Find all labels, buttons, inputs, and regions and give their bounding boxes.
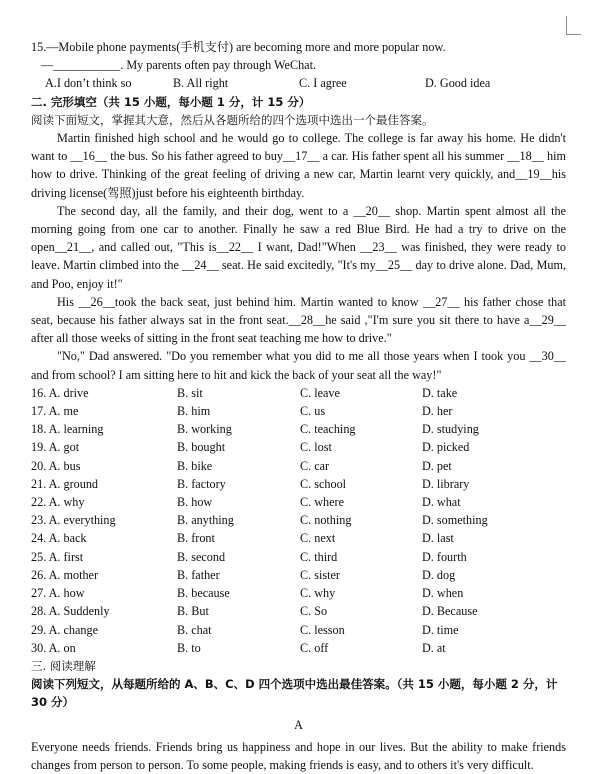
- choice-d: D. something: [422, 513, 488, 528]
- choice-row: [31, 475, 566, 493]
- choice-c: C. So: [300, 604, 328, 619]
- section2-title: 二. 完形填空（共 15 小题，每小题 1 分，计 15 分）: [31, 94, 311, 109]
- q15-option-c: C. I agree: [299, 76, 347, 91]
- choice-a: 20. A. bus: [31, 458, 81, 473]
- document-content: [31, 38, 566, 774]
- choice-row: [31, 493, 566, 511]
- choice-c: C. next: [300, 531, 336, 546]
- choice-a: 24. A. back: [31, 531, 87, 546]
- choice-b: B. anything: [177, 513, 234, 528]
- passage-label: A: [294, 717, 303, 732]
- choice-a: 26. A. mother: [31, 567, 99, 582]
- choice-a: 23. A. everything: [31, 513, 116, 528]
- choice-c: C. us: [300, 404, 326, 419]
- choice-b: B. to: [177, 640, 201, 655]
- choice-d: D. what: [422, 495, 461, 510]
- choice-d: D. library: [422, 476, 470, 491]
- choice-row: [31, 511, 566, 529]
- choice-b: B. working: [177, 422, 232, 437]
- choices-table: [31, 384, 566, 657]
- choice-a: 22. A. why: [31, 495, 85, 510]
- choice-b: B. sit: [177, 385, 203, 400]
- q15-option-a: A.I don’t think so: [45, 76, 132, 91]
- choice-a: 29. A. change: [31, 622, 99, 637]
- q15-options: [31, 74, 566, 92]
- choice-row: [31, 566, 566, 584]
- choice-b: B. factory: [177, 476, 226, 491]
- choice-b: B. But: [177, 604, 209, 619]
- choice-row: [31, 602, 566, 620]
- choice-b: B. because: [177, 586, 230, 601]
- choice-d: D. fourth: [422, 549, 467, 564]
- choice-d: D. her: [422, 404, 453, 419]
- choice-c: C. sister: [300, 567, 340, 582]
- choice-d: D. when: [422, 586, 464, 601]
- choice-a: 28. A. Suddenly: [31, 604, 110, 619]
- choice-a: 19. A. got: [31, 440, 80, 455]
- q15-stem: 15.—Mobile phone payments(手机支付) are becoming more and more popular now.: [31, 40, 446, 54]
- choice-row: [31, 438, 566, 456]
- choice-c: C. lost: [300, 440, 332, 455]
- choice-row: [31, 384, 566, 402]
- choice-a: 17. A. me: [31, 404, 79, 419]
- choice-d: D. studying: [422, 422, 479, 437]
- choice-a: 21. A. ground: [31, 476, 99, 491]
- choice-a: 30. A. on: [31, 640, 76, 655]
- choice-b: B. front: [177, 531, 215, 546]
- cloze-paragraph-1: Martin finished high school and he would go to college. The college is far away his home. He didn't want to __16__ the bus. So his father agreed to buy__17__ a car. His father spent all his summer __18__ him how to drive. Thinking of the great feeling of driving a new car, Martin learnt very quickly, and__19__his driving license(驾照)just before his eighteenth birthday.: [31, 131, 566, 200]
- choice-d: D. Because: [422, 604, 478, 619]
- reading-passage: Everyone needs friends. Friends bring us happiness and hope in our lives. But the ability to make friends changes from person to person. To some people, making friends is easy, and to others it's very difficult.: [31, 739, 566, 772]
- choice-b: B. him: [177, 404, 211, 419]
- choice-c: C. off: [300, 640, 329, 655]
- choice-d: D. dog: [422, 567, 456, 582]
- choice-c: C. nothing: [300, 513, 352, 528]
- q15-option-d: D. Good idea: [425, 76, 491, 91]
- choice-row: [31, 639, 566, 657]
- cloze-paragraph-2: The second day, all the family, and their dog, went to a __20__ shop. Martin spent almost all the morning going from one car to another. Finally he saw a red Blue Bird. He had a try to drive on the open__21__, and called out, "This is__22__ I want, Dad!"When __23__ was finished, they were ready to leave. Martin climbed into the __24__ seat. He said excitedly, "It's my__25__ day to drive alone. Dad, Mum, and Poo, enjoy it!": [31, 203, 566, 291]
- choice-c: C. why: [300, 586, 336, 601]
- section3-instruction: 阅读下列短文，从每题所给的 A、B、C、D 四个选项中选出最佳答案。（共 15 小题，每小题 2 分，计 30 分）: [31, 677, 558, 710]
- choice-row: [31, 529, 566, 547]
- page-corner-mark: [566, 16, 581, 35]
- choice-b: B. chat: [177, 622, 212, 637]
- choice-d: D. take: [422, 385, 458, 400]
- choice-d: D. picked: [422, 440, 470, 455]
- section2-instruction: 阅读下面短文，掌握其大意，然后从各题所给的四个选项中选出一个最佳答案。: [31, 112, 434, 127]
- choice-row: [31, 548, 566, 566]
- choice-b: B. father: [177, 567, 220, 582]
- choice-a: 18. A. learning: [31, 422, 104, 437]
- choice-row: [31, 402, 566, 420]
- choice-b: B. how: [177, 495, 213, 510]
- choice-c: C. third: [300, 549, 338, 564]
- choice-c: C. teaching: [300, 422, 356, 437]
- choice-d: D. last: [422, 531, 454, 546]
- choice-d: D. at: [422, 640, 446, 655]
- choice-row: [31, 420, 566, 438]
- choice-row: [31, 621, 566, 639]
- choice-c: C. where: [300, 495, 344, 510]
- cloze-paragraph-3: His __26__took the back seat, just behind him. Martin wanted to know __27__ his father chose that seat, because his father always sat in the front seat.__28__he said ,"I'm sure you sit there to have a__29__ after all those weeks of sitting in the front seat teaching me how to drive.": [31, 294, 566, 346]
- choice-a: 25. A. first: [31, 549, 84, 564]
- choice-a: 27. A. how: [31, 586, 85, 601]
- choice-row: [31, 457, 566, 475]
- section3-title: 三. 阅读理解: [31, 658, 96, 673]
- choice-b: B. second: [177, 549, 226, 564]
- q15-option-b: B. All right: [173, 76, 229, 91]
- choice-row: [31, 584, 566, 602]
- choice-d: D. time: [422, 622, 459, 637]
- choice-c: C. leave: [300, 385, 340, 400]
- cloze-paragraph-4: "No," Dad answered. "Do you remember what you did to me all those years when I took you __30__ and from school? I am sitting here to hit and kick the back of your seat all the way!": [31, 349, 566, 382]
- choice-c: C. car: [300, 458, 330, 473]
- choice-b: B. bike: [177, 458, 213, 473]
- choice-c: C. lesson: [300, 622, 345, 637]
- q15-reply: —___________. My parents often pay through WeChat.: [41, 58, 317, 73]
- choice-d: D. pet: [422, 458, 452, 473]
- choice-a: 16. A. drive: [31, 385, 89, 400]
- choice-c: C. school: [300, 476, 347, 491]
- choice-b: B. bought: [177, 440, 226, 455]
